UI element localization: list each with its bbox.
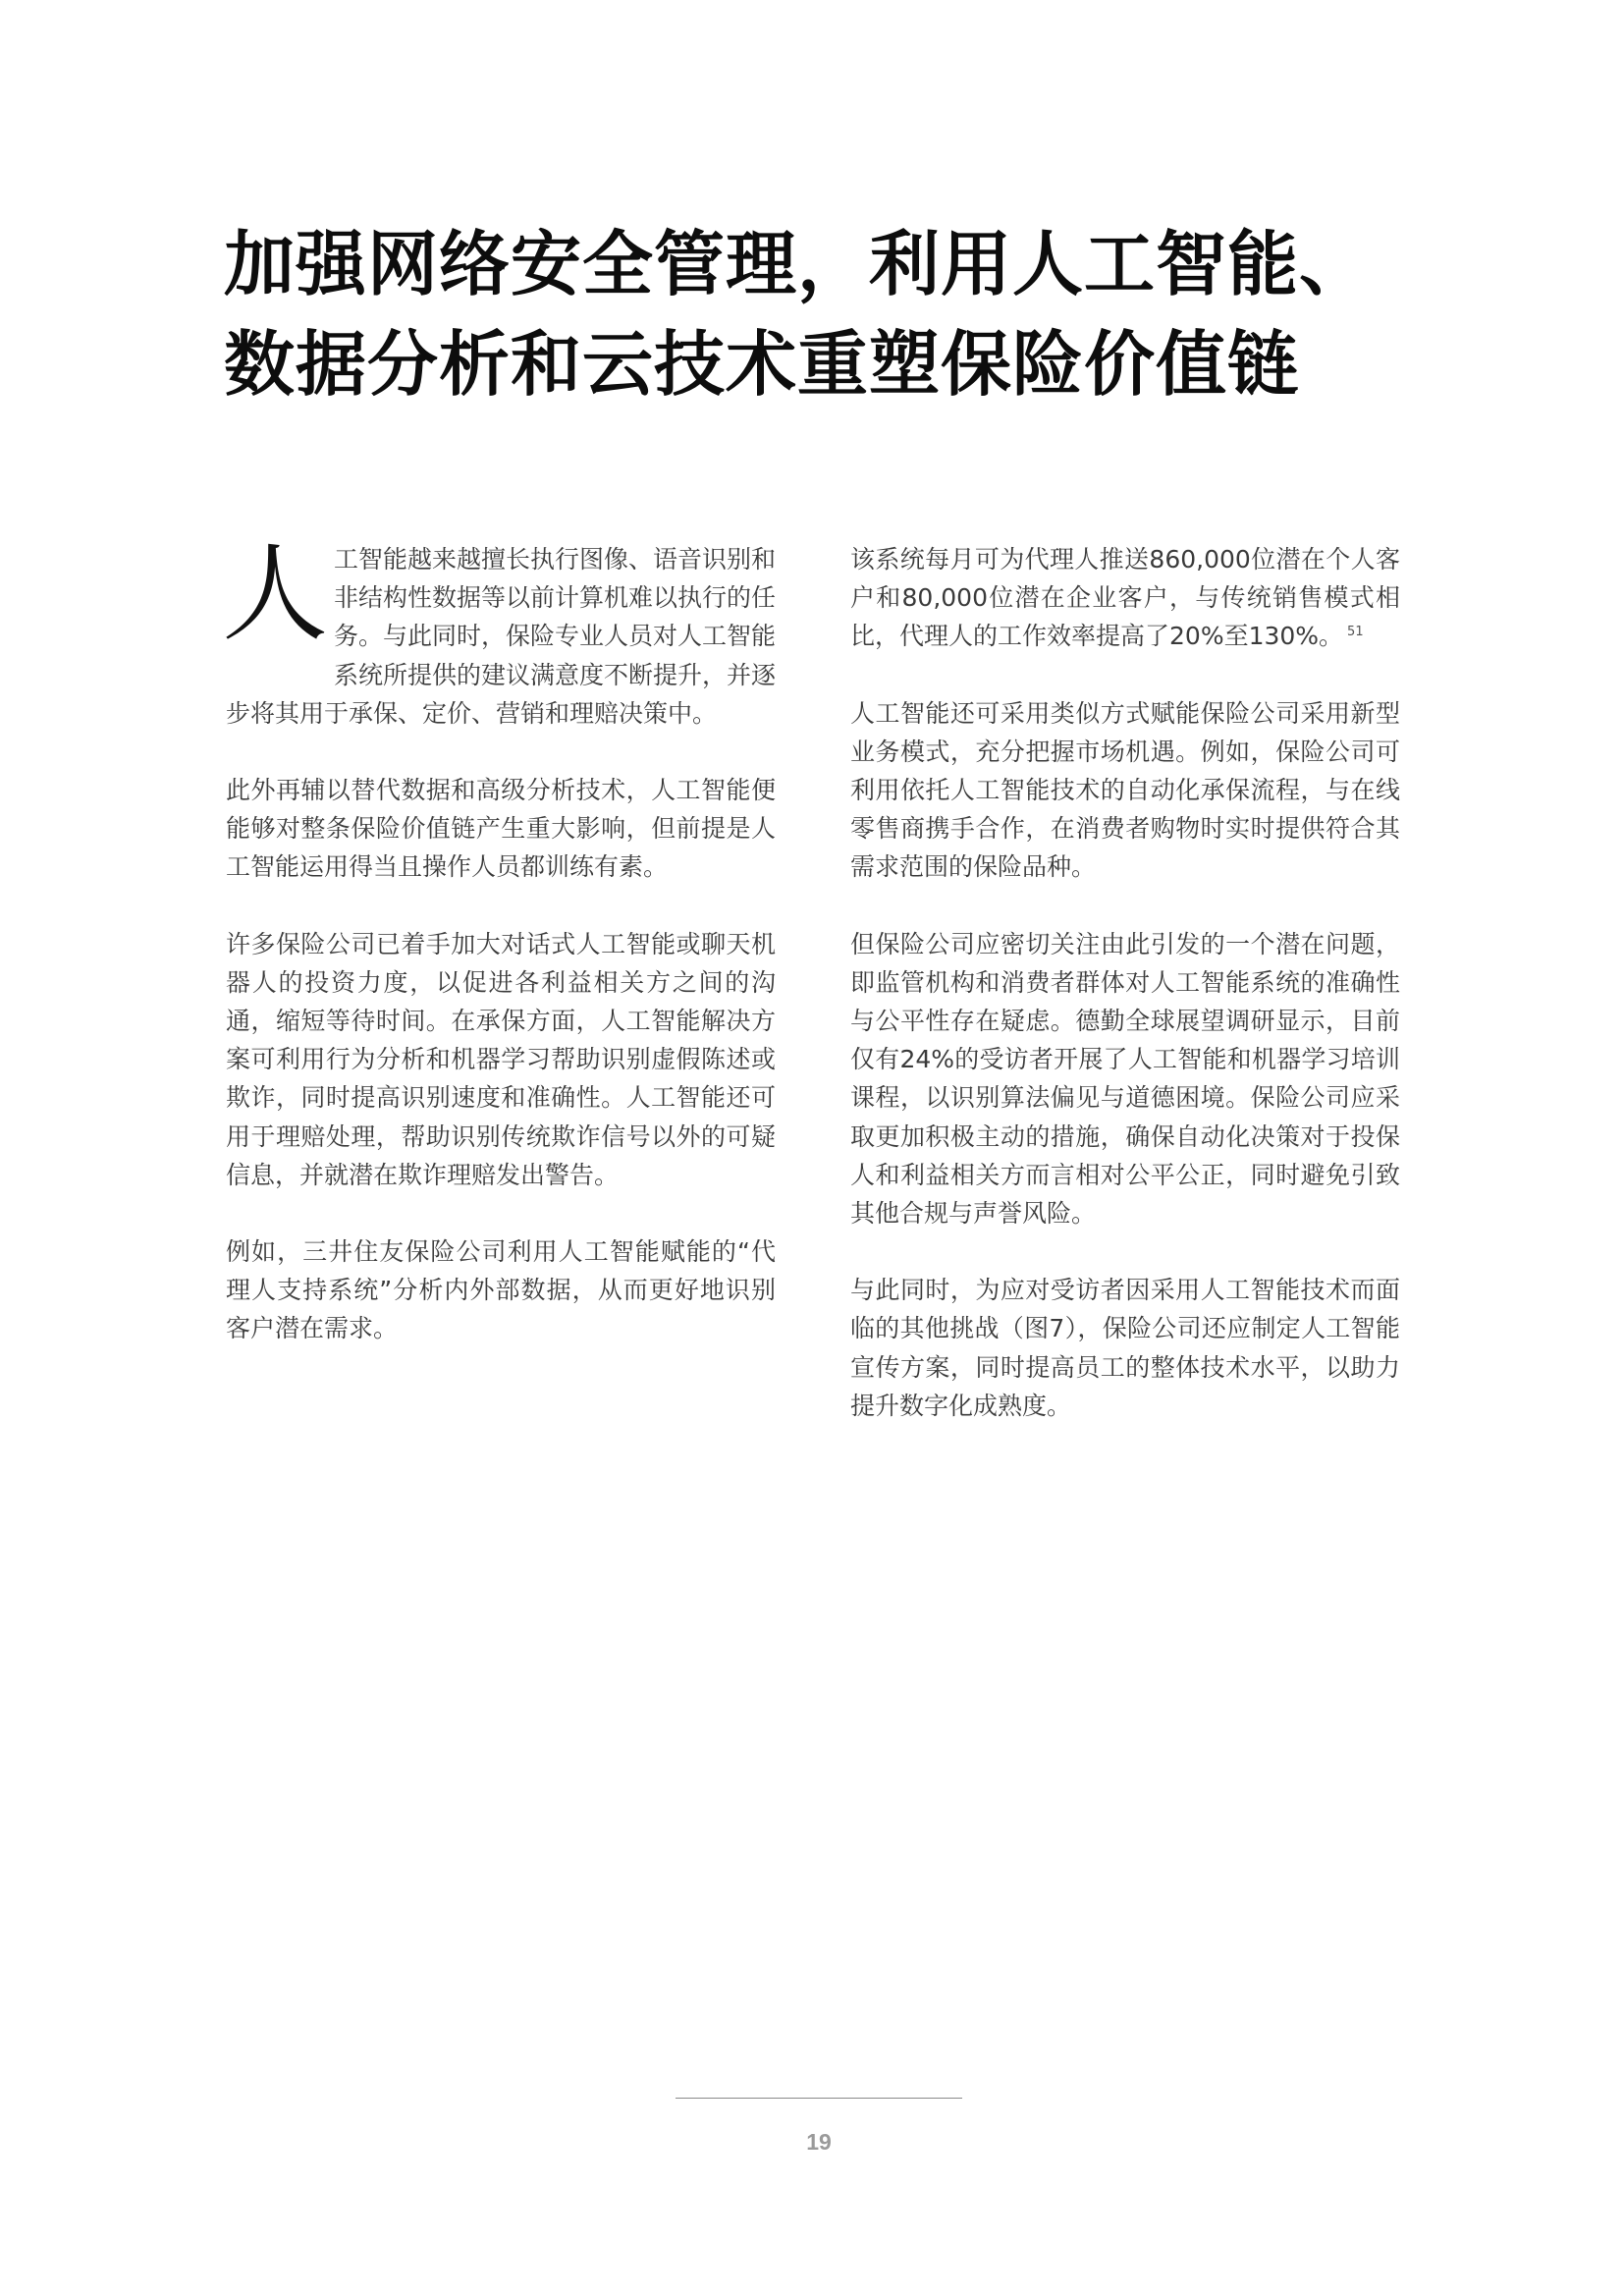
left-paragraph-4: 例如，三井住友保险公司利用人工智能赋能的“代理人支持系统”分析内外部数据，从而更好地识别客户潜在需求。 (226, 1237, 776, 1343)
left-paragraph-1-text: 工智能越来越擅长执行图像、语音识别和非结构性数据等以前计算机难以执行的任务。与此同时，保险专业人员对人工智能系统所提供的建议满意度不断提升，并逐步将其用于承保、定价、营销和理赔决策中。 (226, 545, 777, 728)
page-number: 19 (806, 2129, 832, 2155)
right-paragraph-4: 与此同时，为应对受访者因采用人工智能技术而面临的其他挑战（图7），保险公司还应制定人工智能宣传方案，同时提高员工的整体技术水平，以助力提升数字化成熟度。 (850, 1276, 1400, 1420)
right-paragraph-3: 但保险公司应密切关注由此引发的一个潜在问题，即监管机构和消费者群体对人工智能系统的准确性与公平性存在疑虑。德勤全球展望调研显示，目前仅有24%的受访者开展了人工智能和机器学习培训课程，以识别算法偏见与道德困境。保险公司应采取更加积极主动的措施，确保自动化决策对于投保人和利益相关方而言相对公平公正，同时避免引致其他合规与声誉风险。 (850, 929, 1400, 1229)
footer-divider (676, 2098, 962, 2099)
right-paragraph-1 (850, 540, 1400, 656)
right-paragraph-1-text: 该系统每月可为代理人推送860,000位潜在个人客户和80,000位潜在企业客户，与传统销售模式相比，代理人的工作效率提高了20%至130%。 (850, 545, 1400, 651)
page-title-line-1: 加强网络安全管理，利用人工智能、 (224, 223, 1372, 305)
left-paragraph-2: 此外再辅以替代数据和高级分析技术，人工智能便能够对整条保险价值链产生重大影响，但前提是人工智能运用得当且操作人员都训练有素。 (226, 776, 776, 882)
footnote-reference: 51 (1347, 625, 1364, 640)
page-title-line-2: 数据分析和云技术重塑保险价值链 (224, 323, 1300, 406)
page-title (224, 214, 1451, 414)
left-paragraph-3: 许多保险公司已着手加大对话式人工智能或聊天机器人的投资力度，以促进各利益相关方之间的沟通，缩短等待时间。在承保方面，人工智能解决方案可利用行为分析和机器学习帮助识别虚假陈述或欺诈，同时提高识别速度和准确性。人工智能还可用于理赔处理，帮助识别传统欺诈信号以外的可疑信息，并就潜在欺诈理赔发出警告。 (226, 929, 776, 1189)
left-column (222, 533, 777, 1387)
left-paragraph-1 (222, 533, 777, 733)
drop-cap: 人 (222, 533, 329, 656)
right-paragraph-2: 人工智能还可采用类似方式赋能保险公司采用新型业务模式，充分把握市场机遇。例如，保险公司可利用依托人工智能技术的自动化承保流程，与在线零售商携手合作，在消费者购物时实时提供符合其需求范围的保险品种。 (850, 698, 1400, 882)
right-column (850, 540, 1400, 1463)
